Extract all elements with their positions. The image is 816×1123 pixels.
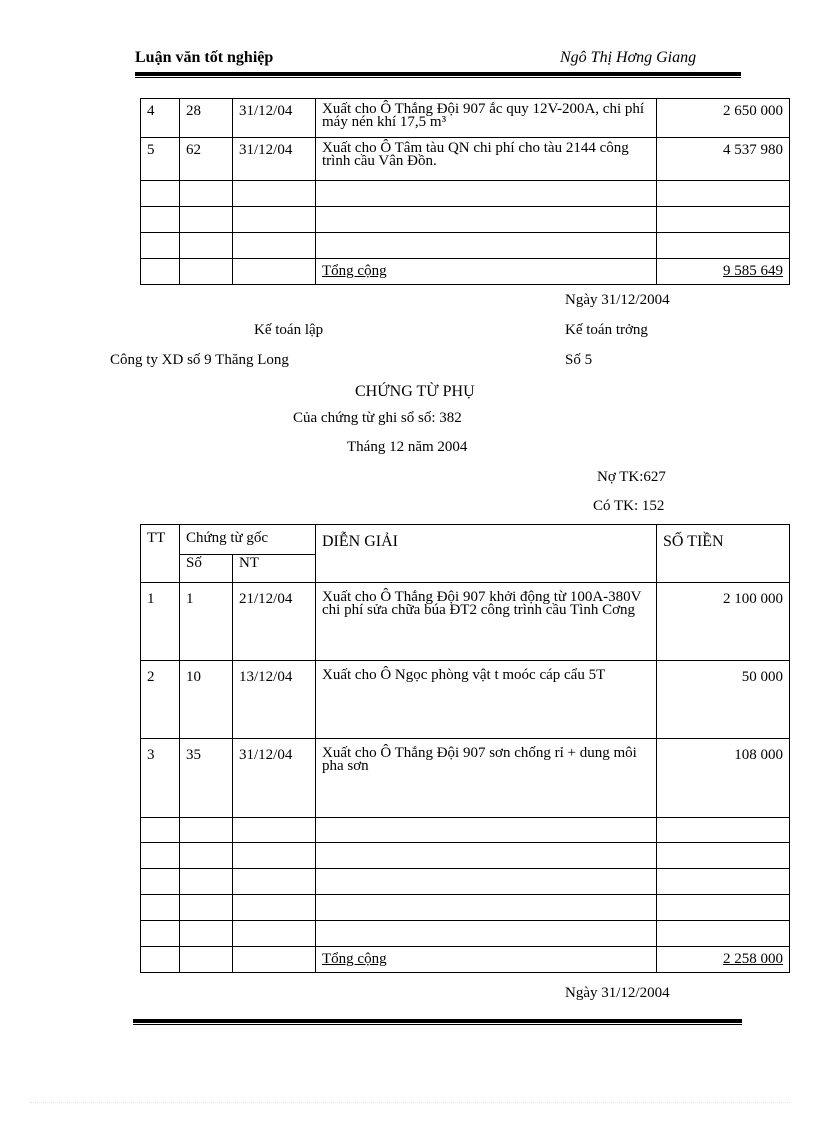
cell-tt: 1 bbox=[141, 583, 180, 661]
cell-so: 35 bbox=[180, 739, 233, 818]
cell-so: 10 bbox=[180, 661, 233, 739]
cell-desc: Xuất cho Ô Thắng Đội 907 sơn chống rỉ + dung môi pha sơn bbox=[316, 739, 657, 818]
empty-row bbox=[141, 233, 790, 259]
cell-tt: 4 bbox=[141, 99, 180, 138]
cell-amount: 2 650 000 bbox=[657, 99, 790, 138]
empty-row bbox=[141, 895, 790, 921]
cell-tt: 3 bbox=[141, 739, 180, 818]
cell-desc: Xuất cho Ô Thắng Đội 907 ắc quy 12V-200A, chi phí máy nén khí 17,5 m³ bbox=[316, 99, 657, 138]
voucher-table-continued bbox=[140, 98, 790, 285]
cell-nt: 31/12/04 bbox=[233, 138, 316, 181]
header-rule bbox=[135, 72, 741, 76]
total-label: Tổng cộng bbox=[316, 947, 657, 973]
cell-desc: Xuất cho Ô Ngọc phòng vật t moóc cáp cẩu 5T bbox=[316, 661, 657, 739]
document-header-author: Ngô Thị Hơng Giang bbox=[560, 49, 697, 66]
date-line-2: Ngày 31/12/2004 bbox=[565, 985, 670, 1001]
chief-accountant-label: Kế toán trởng bbox=[565, 322, 648, 338]
empty-row bbox=[141, 921, 790, 947]
empty-row bbox=[141, 843, 790, 869]
cell-so: 62 bbox=[180, 138, 233, 181]
cell-nt: 31/12/04 bbox=[233, 739, 316, 818]
document-header-title: Luận văn tốt nghiệp bbox=[135, 49, 274, 66]
footer-rule bbox=[133, 1019, 742, 1023]
total-label: Tổng cộng bbox=[316, 259, 657, 285]
header-amount: SỐ TIỀN bbox=[657, 525, 790, 583]
total-row bbox=[141, 259, 790, 285]
company-name: Công ty XD số 9 Thăng Long bbox=[110, 352, 289, 368]
document-period: Tháng 12 năm 2004 bbox=[347, 439, 468, 455]
table-row bbox=[141, 583, 790, 661]
empty-row bbox=[141, 818, 790, 843]
empty-row bbox=[141, 869, 790, 895]
cell-nt: 31/12/04 bbox=[233, 99, 316, 138]
cell-tt: 2 bbox=[141, 661, 180, 739]
table-row bbox=[141, 739, 790, 818]
table-header-row bbox=[141, 525, 790, 555]
page-edge-divider bbox=[30, 1102, 790, 1103]
header-so: Số bbox=[180, 555, 233, 583]
document-number: Số 5 bbox=[565, 352, 593, 368]
table-row bbox=[141, 99, 790, 138]
cell-amount: 2 100 000 bbox=[657, 583, 790, 661]
cell-nt: 13/12/04 bbox=[233, 661, 316, 739]
cell-so: 28 bbox=[180, 99, 233, 138]
header-description: DIỄN GIẢI bbox=[316, 525, 657, 583]
cell-amount: 50 000 bbox=[657, 661, 790, 739]
table-row bbox=[141, 661, 790, 739]
cell-desc: Xuất cho Ô Thắng Đội 907 khởi động từ 100A-380V chi phí sửa chữa búa ĐT2 công trình cầu Tình Cơng bbox=[316, 583, 657, 661]
total-amount: 9 585 649 bbox=[657, 259, 790, 285]
date-line-1: Ngày 31/12/2004 bbox=[565, 292, 670, 308]
cell-desc: Xuất cho Ô Tâm tàu QN chi phí cho tàu 2144 công trình cầu Vân Đồn. bbox=[316, 138, 657, 181]
footer-rule-thin bbox=[133, 1024, 742, 1025]
cell-tt: 5 bbox=[141, 138, 180, 181]
empty-row bbox=[141, 207, 790, 233]
debit-account: Nợ TK:627 bbox=[597, 469, 666, 485]
document-title: CHỨNG TỪ PHỤ bbox=[355, 383, 475, 400]
credit-account: Có TK: 152 bbox=[593, 498, 665, 514]
document-subtitle: Của chứng từ ghi sổ số: 382 bbox=[293, 410, 462, 426]
prepared-by-label: Kế toán lập bbox=[254, 322, 324, 338]
cell-nt: 21/12/04 bbox=[233, 583, 316, 661]
cell-amount: 108 000 bbox=[657, 739, 790, 818]
cell-so: 1 bbox=[180, 583, 233, 661]
empty-row bbox=[141, 181, 790, 207]
header-original-voucher: Chứng từ gốc bbox=[180, 525, 316, 555]
total-amount: 2 258 000 bbox=[657, 947, 790, 973]
header-nt: NT bbox=[233, 555, 316, 583]
cell-amount: 4 537 980 bbox=[657, 138, 790, 181]
table-row bbox=[141, 138, 790, 181]
total-row bbox=[141, 947, 790, 973]
voucher-table bbox=[140, 524, 790, 973]
header-rule-thin bbox=[135, 77, 741, 78]
header-tt: TT bbox=[141, 525, 180, 583]
